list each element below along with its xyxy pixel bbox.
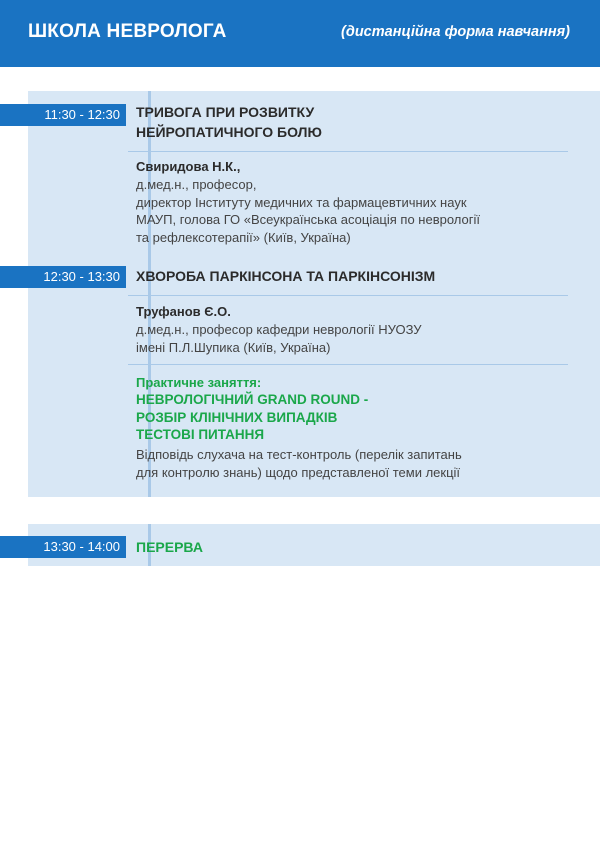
practice-description: Відповідь слухача на тест-контроль (перелік запитань для контролю знань) щодо представленої теми лекції <box>136 447 462 480</box>
speaker-name-1: Свиридова Н.К., <box>136 159 241 174</box>
session-title-1: ТРИВОГА ПРИ РОЗВИТКУ НЕЙРОПАТИЧНОГО БОЛЮ <box>136 104 322 140</box>
practice-label: Практичне заняття: <box>136 375 262 390</box>
separator <box>128 364 568 365</box>
break-time: 13:30 - 14:00 <box>0 536 126 558</box>
separator <box>128 295 568 296</box>
speaker-name-2: Труфанов Є.О. <box>136 304 231 319</box>
separator <box>128 151 568 152</box>
page-header <box>0 0 600 67</box>
session-time-2: 12:30 - 13:30 <box>0 266 126 288</box>
break-label: ПЕРЕРВА <box>136 539 203 555</box>
session-time-1: 11:30 - 12:30 <box>0 104 126 126</box>
speaker-description-1: д.мед.н., професор, директор Інституту медичних та фармацевтичних наук МАУП, голова ГО «Всеукраїнська асоціація по неврології та рефлексотерапії» (Київ, Україна) <box>136 177 480 245</box>
speaker-description-2: д.мед.н., професор кафедри неврології НУОЗУ імені П.Л.Шупика (Київ, Україна) <box>136 322 422 355</box>
page-subtitle: (дистанційна форма навчання) <box>341 24 570 40</box>
session-title-2: ХВОРОБА ПАРКІНСОНА ТА ПАРКІНСОНІЗМ <box>136 268 436 284</box>
practice-title: НЕВРОЛОГІЧНИЙ GRAND ROUND - РОЗБІР КЛІНІЧНИХ ВИПАДКІВ ТЕСТОВІ ПИТАННЯ <box>136 392 369 442</box>
page-title: ШКОЛА НЕВРОЛОГА <box>28 21 227 42</box>
